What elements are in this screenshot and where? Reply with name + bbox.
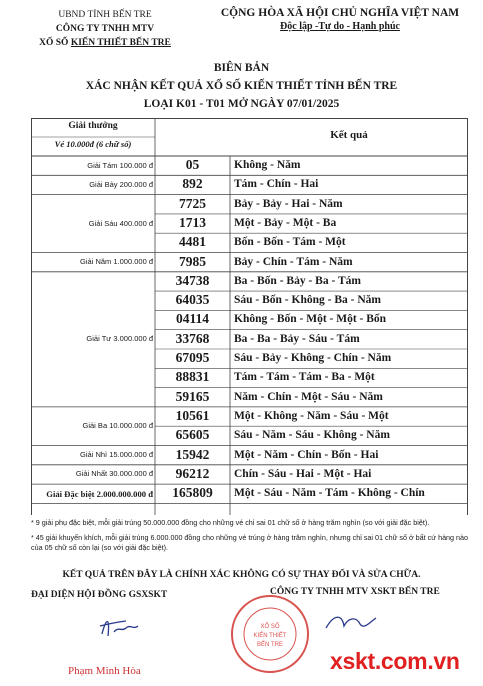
result-words: Ba - Bốn - Bảy - Ba - Tám [234,274,361,287]
result-words: Không - Năm [234,159,301,171]
site-watermark: xskt.com.vn [330,648,460,674]
nation-line2: Độc lập -Tự do - Hạnh phúc [280,21,400,32]
result-number: 34738 [175,272,210,288]
prize-label: Giải Đặc biệt 2.000.000.000 đ [46,488,153,499]
col-header-prize: Giải thưởng [68,121,118,131]
nation-header [205,6,475,34]
result-words: Bốn - Bốn - Tám - Một [234,236,346,249]
result-words: Không - Bốn - Một - Một - Bốn [234,313,387,326]
result-words: Sáu - Bốn - Không - Ba - Năm [234,294,381,307]
result-number: 67095 [175,350,210,365]
result-number: 59165 [175,388,210,404]
result-words: Tám - Chín - Hai [234,178,319,191]
result-number: 1713 [179,214,206,230]
result-number: 15942 [175,446,210,462]
result-number: 04114 [175,311,209,327]
result-words: Năm - Chín - Một - Sáu - Năm [234,390,383,403]
result-number: 892 [182,176,203,192]
signature-left-title: ĐẠI DIỆN HỘI ĐỒNG GSXSKT [31,590,168,600]
signature-right-image [320,608,380,638]
note-special-sub: * 9 giải phụ đặc biệt, mỗi giải trúng 50.000.000 đồng cho những vé chỉ sai 01 chữ số ở hàng trăm nghìn (so với giải đặc biệt). [31,518,430,527]
org-header [20,8,190,50]
org-line1: UBND TỈNH BẾN TRE [58,10,152,20]
signature-left-image [92,612,142,642]
result-number: 33768 [175,330,210,346]
prize-label: Giải Ba 10.000.000 đ [82,421,153,431]
result-words: Bảy - Bảy - Hai - Năm [234,197,343,210]
result-number: 65605 [175,427,210,443]
prize-label: Giải Sáu 400.000 đ [88,218,153,228]
result-words: Một - Bảy - Một - Ba [234,216,337,229]
result-words: Sáu - Năm - Sáu - Không - Năm [234,429,390,442]
result-words: Ba - Ba - Bảy - Sáu - Tám [234,332,360,345]
result-number: 7725 [179,195,206,211]
result-number: 05 [185,157,200,172]
confirmation-statement: KẾT QUẢ TRÊN ĐÂY LÀ CHÍNH XÁC KHÔNG CÓ SỰ THAY ĐỔI VÀ SỬA CHỮA. [62,570,421,580]
prize-label: Giải Nhất 30.000.000 đ [75,469,153,479]
prize-label: Giải Tám 100.000 đ [87,160,153,170]
doc-title: BIÊN BẢN [213,62,270,74]
result-number: 10561 [175,407,210,423]
result-words: Một - Không - Năm - Sáu - Một [234,409,389,422]
org-line3-prefix: XỔ SỐ [39,38,71,48]
prize-label: Giải Nhì 15.000.000 đ [80,450,153,460]
signer-name: Phạm Minh Hòa [68,665,141,677]
result-words: Tám - Tám - Tám - Ba - Một [234,371,375,384]
result-words: Chín - Sáu - Hai - Một - Hai [234,467,372,480]
result-words: Bảy - Chín - Tám - Năm [234,255,353,268]
result-number: 165809 [172,485,213,501]
prize-label: Giải Tư 3.000.000 đ [86,334,153,344]
svg-text:KIẾN THIẾT: KIẾN THIẾT [253,633,287,639]
result-number: 7985 [179,253,206,269]
org-line3-underlined: KIẾN THIẾT BẾN TRE [70,38,171,48]
company-seal [228,592,312,676]
result-words: Một - Năm - Chín - Bốn - Hai [234,448,379,461]
result-words: Sáu - Bảy - Không - Chín - Năm [234,352,392,364]
signature-right-title: CÔNG TY TNHH MTV XSKT BẾN TRE [270,587,440,597]
result-number: 4481 [179,234,206,250]
col-header-result: Kết quả [330,129,368,141]
prize-label: Giải Năm 1.000.000 đ [80,257,153,267]
svg-text:BẾN TRE: BẾN TRE [257,642,283,648]
doc-subtitle: XÁC NHẬN KẾT QUẢ XỔ SỐ KIẾN THIẾT TỈNH BẾN TRE [85,80,398,92]
svg-text:XỔ SỐ: XỔ SỐ [260,624,280,630]
result-words: Một - Sáu - Năm - Tám - Không - Chín [234,487,425,500]
prize-label: Giải Bảy 200.000 đ [89,179,153,189]
org-line2: CÔNG TY TNHH MTV [55,24,155,34]
nation-line1: CỘNG HÒA XÃ HỘI CHỦ NGHĨA VIỆT NAM [220,7,460,19]
result-number: 96212 [175,465,210,481]
draw-info: LOẠI K01 - T01 MỞ NGÀY 07/01/2025 [143,98,340,110]
col-header-ticket-value: Vé 10.000đ (6 chữ số) [54,139,132,149]
result-number: 88831 [175,369,210,385]
note-consolation: * 45 giải khuyến khích, mỗi giải trúng 6.000.000 đồng cho những vé trúng ở hàng trăm nghìn, nhưng chỉ sai 01 chữ số ở bất cứ hàng nào của 05 chữ số còn lại (so với giải đặc biệt). [31,533,469,552]
result-number: 64035 [175,292,210,308]
